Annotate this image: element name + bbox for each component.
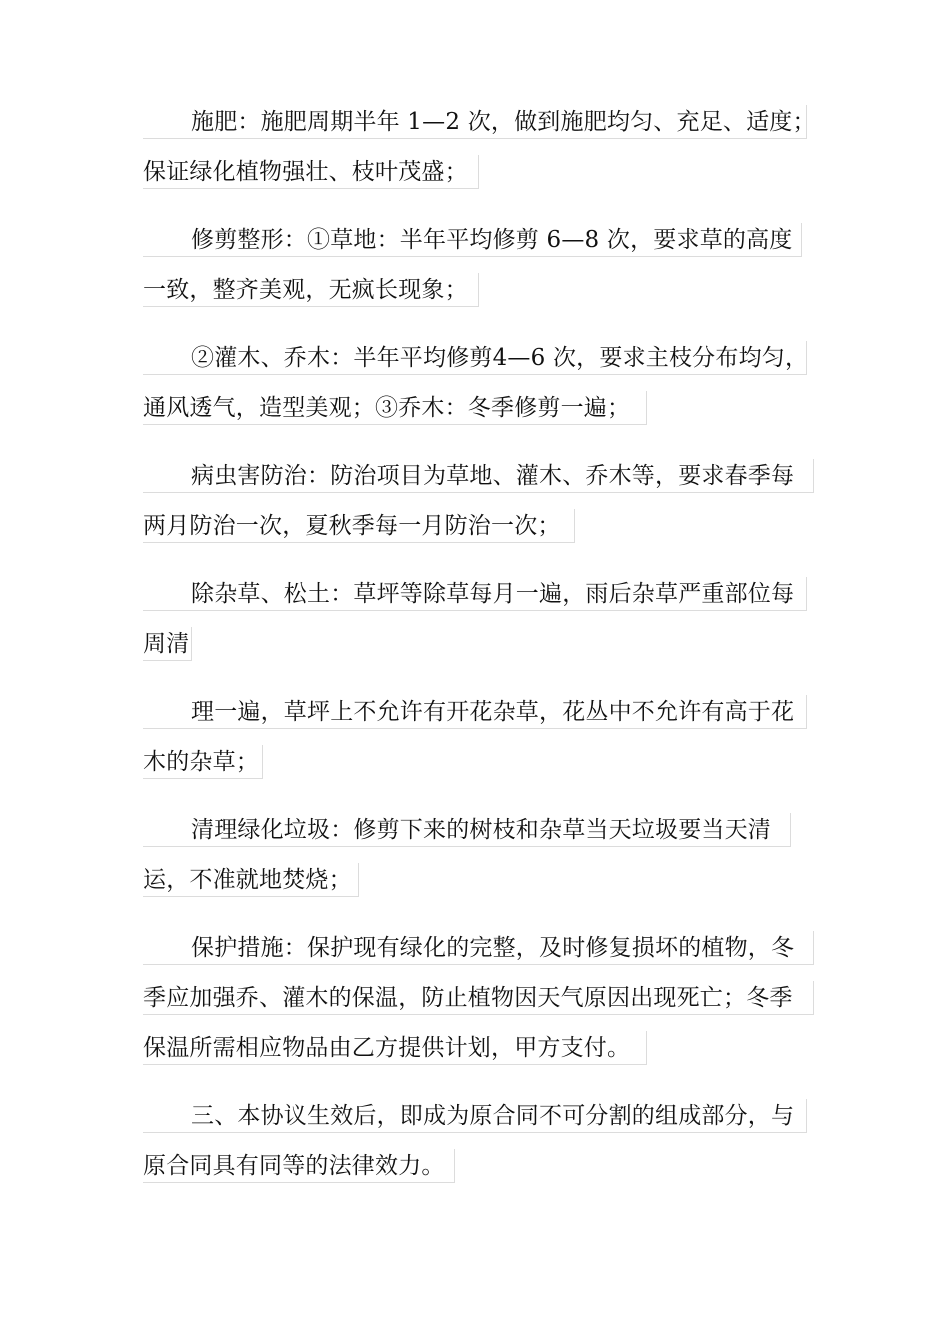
paragraph-protection-line-2: 季应加强乔、灌木的保温，防止植物因天气原因出现死亡；冬季 xyxy=(143,981,814,1015)
paragraph-pest-control-line-2: 两月防治一次，夏秋季每一月防治一次； xyxy=(143,509,575,543)
paragraph-weeding-line-2: 周清 xyxy=(143,627,192,661)
paragraph-protection-line-3: 保温所需相应物品由乙方提供计划，甲方支付。 xyxy=(143,1031,647,1065)
paragraph-prune-grass-line-2: 一致，整齐美观，无疯长现象； xyxy=(143,273,479,307)
paragraph-weeding-line-1: 除杂草、松土：草坪等除草每月一遍，雨后杂草严重部位每 xyxy=(143,577,807,611)
paragraph-protection-line-1: 保护措施：保护现有绿化的完整，及时修复损坏的植物，冬 xyxy=(143,931,814,965)
paragraph-weeding-cont-line-2: 木的杂草； xyxy=(143,745,263,779)
paragraph-pest-control-line-1: 病虫害防治：防治项目为草地、灌木、乔木等，要求春季每 xyxy=(143,459,814,493)
paragraph-prune-shrub-line-1: ②灌木、乔木：半年平均修剪4—6 次，要求主枝分布均匀， xyxy=(143,341,807,375)
paragraph-garbage-line-1: 清理绿化垃圾：修剪下来的树枝和杂草当天垃圾要当天清 xyxy=(143,813,791,847)
paragraph-clause-three-line-1: 三、本协议生效后，即成为原合同不可分割的组成部分，与 xyxy=(143,1099,807,1133)
paragraph-prune-grass-line-1: 修剪整形：①草地：半年平均修剪 6—8 次，要求草的高度 xyxy=(143,223,802,257)
paragraph-weeding-cont-line-1: 理一遍，草坪上不允许有开花杂草，花丛中不允许有高于花 xyxy=(143,695,807,729)
paragraph-fertilize-line-2: 保证绿化植物强壮、枝叶茂盛； xyxy=(143,155,479,189)
paragraph-fertilize-line-1: 施肥：施肥周期半年 1—2 次，做到施肥均匀、充足、适度； xyxy=(143,105,807,139)
paragraph-garbage-line-2: 运，不准就地焚烧； xyxy=(143,863,359,897)
paragraph-prune-shrub-line-2: 通风透气，造型美观；③乔木：冬季修剪一遍； xyxy=(143,391,647,425)
paragraph-clause-three-line-2: 原合同具有同等的法律效力。 xyxy=(143,1149,455,1183)
